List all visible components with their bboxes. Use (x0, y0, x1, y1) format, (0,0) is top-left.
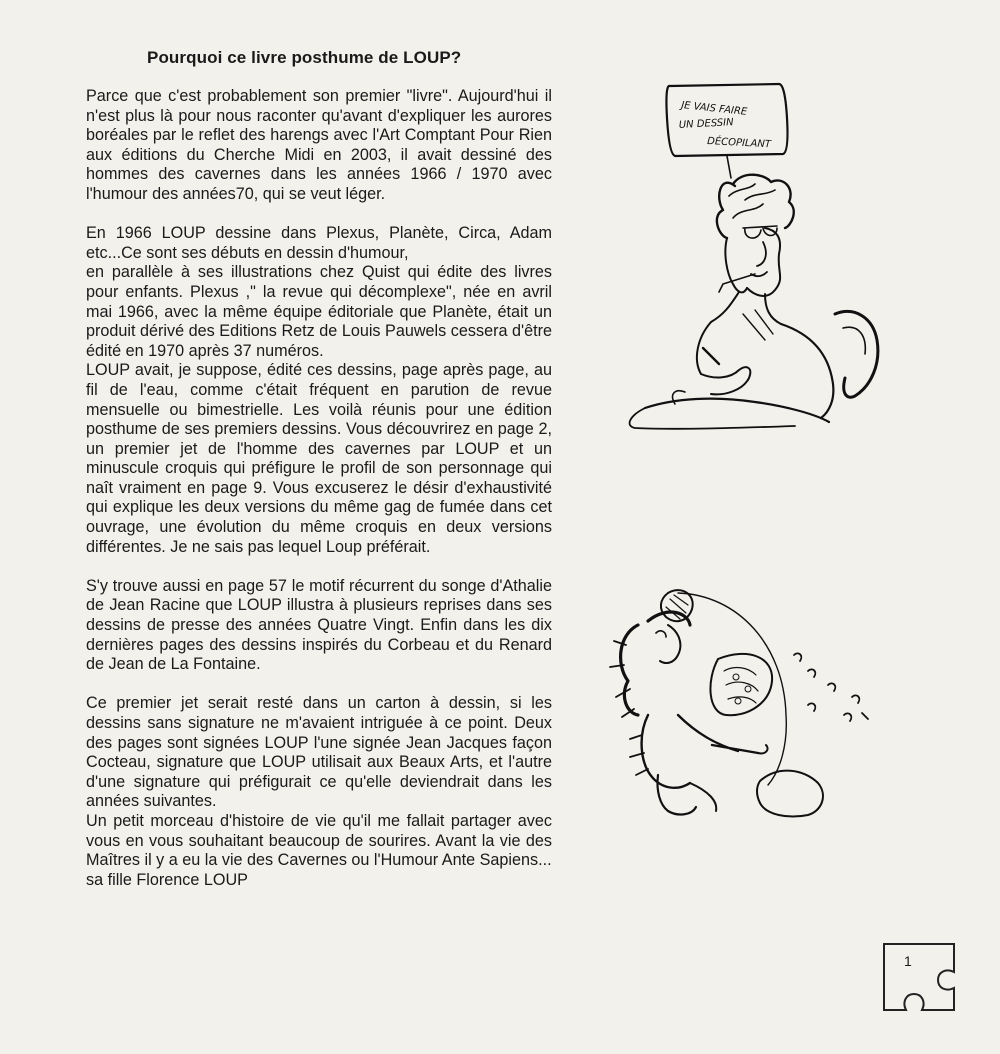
paragraph-athalie: S'y trouve aussi en page 57 le motif récurrent du songe d'Athalie de Jean Racine que LOUP illustra à plusieurs reprises dans ses dessins de presse des années Quatre Vingt. Enfin dans les dix dernières pages des dessins inspirés du Corbeau et du Renard de Jean de La Fontaine. (86, 576, 552, 674)
signature-line: sa fille Florence LOUP (86, 870, 248, 889)
paragraph-edition: LOUP avait, je suppose, édité ces dessins, page après page, au fil de l'eau, comme c'était fréquent en parution de revue mensuelle ou bimestrielle. Les voilà réunis pour une édition posthume de ses premiers dessins. Vous découvrirez en page 2, un premier jet de l'homme des cavernes par LOUP et un minuscule croquis qui préfigure le profil de son personnage qui naît vraiment en page 9. Vous excuserez le désir d'exhaustivité qui explique les deux versions du même gag de fumée dans cet ouvrage, une évolution du même croquis en deux versions différentes. Je ne sais pas lequel Loup préférait. (86, 361, 552, 556)
bubble-line-2: UN DESSIN (678, 117, 734, 131)
paragraph-signatures: Ce premier jet serait resté dans un carton à dessin, si les dessins sans signature ne m'avaient intriguée à ce point. Deux des pages sont signées LOUP l'une signée Jean Jacques façon Cocteau, signature que LOUP utilisait aux Beaux Arts, et l'autre d'une signature qui préfigurait ce qu'elle deviendrait dans les années suivantes. (86, 694, 552, 811)
paragraph-closing: Un petit morceau d'histoire de vie qu'il me fallait partager avec vous en vous souhaitant beaucoup de sourires. Avant la vie des Maîtres il y a eu la vie des Cavernes ou l'Humour Ante Sapiens... (86, 811, 552, 870)
page-title: Pourquoi ce livre posthume de LOUP? (147, 48, 462, 67)
page-number: 1 (904, 953, 912, 969)
cartoonist-illustration (615, 78, 885, 438)
bubble-line-3: DÉCOPILANT (706, 136, 772, 151)
paragraph-intro: Parce que c'est probablement son premier "livre". Aujourd'hui il n'est plus là pour nous raconter qu'avant d'expliquer les aurores boréales par le reflet des harengs avec l'Art Comptant Pour Rien aux éditions du Cherche Midi en 2003, il avait dessiné des hommes des cavernes dans les années 1966 / 1970 avec l'humour des années70, qui se veut léger. (86, 87, 552, 203)
caveman-illustration (608, 585, 878, 825)
puzzle-piece-icon (882, 942, 956, 1012)
paragraph-plexus: en parallèle à ses illustrations chez Quist qui édite des livres pour enfants. Plexus ," la revue qui décomplexe", née en avril mai 1966, avec la même équipe éditoriale que Planète, était un produit dérivé des Editions Retz de Louis Pauwels cessera d'être édité en 1970 après 37 numéros. (86, 263, 552, 360)
bubble-line-1: JE VAIS FAIRE (680, 100, 748, 118)
body-text (86, 87, 552, 890)
paragraph-1966: En 1966 LOUP dessine dans Plexus, Planète, Circa, Adam etc...Ce sont ses débuts en dessin d'humour, (86, 224, 552, 262)
